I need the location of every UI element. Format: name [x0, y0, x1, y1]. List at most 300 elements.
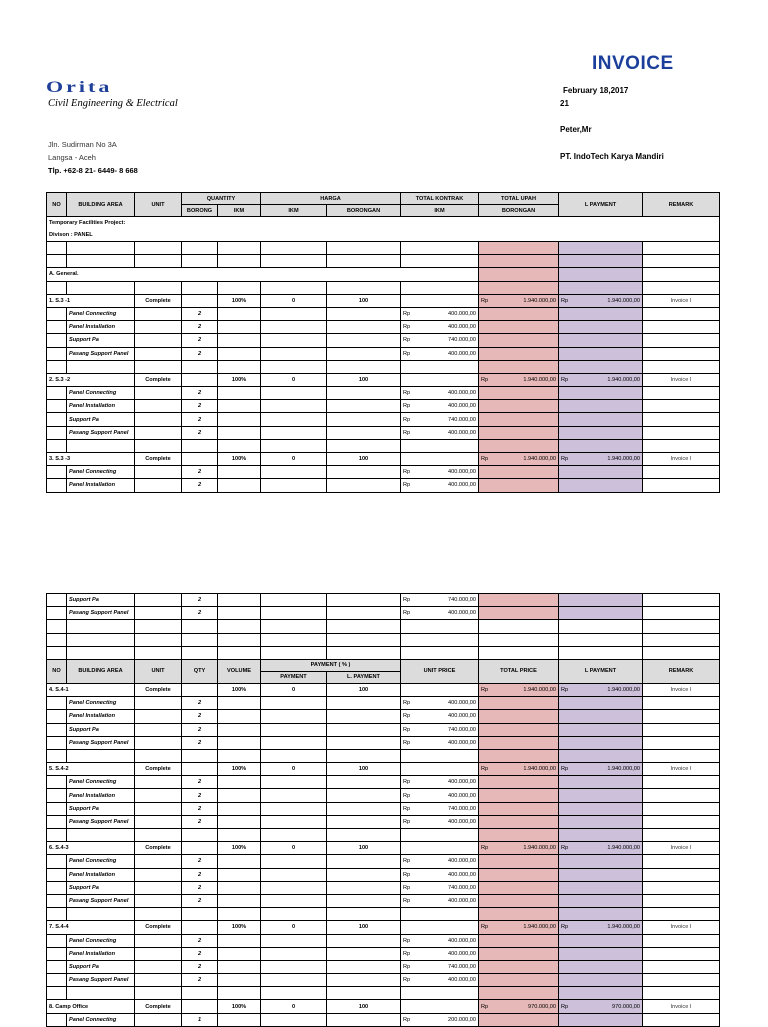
currency-label: Rp [403, 739, 411, 746]
sub-payment [261, 723, 327, 736]
amount-value: 400.000,00 [448, 713, 476, 720]
empty-cell [47, 749, 67, 762]
amount-value: 1.940.000,00 [607, 766, 640, 773]
empty-cell [47, 646, 67, 659]
currency-label: Rp [403, 482, 411, 489]
empty-cell [643, 710, 720, 723]
empty-cell [182, 255, 218, 268]
item-remark: Invoice I [643, 453, 720, 466]
table-row [47, 802, 720, 815]
sub-payment [261, 960, 327, 973]
header2-payment: PAYMENT ( % ) [261, 659, 401, 671]
empty-cell [559, 281, 643, 294]
sub-payment [261, 947, 327, 960]
item-unit: Complete [135, 683, 182, 696]
header2-remark: REMARK [643, 659, 720, 683]
currency-label: Rp [403, 337, 411, 344]
table-row [47, 829, 720, 842]
table-row [47, 960, 720, 973]
sub-qty: 2 [182, 334, 218, 347]
item-remark: Invoice I [643, 1000, 720, 1013]
empty-cell [327, 829, 401, 842]
empty-cell [559, 776, 643, 789]
sub-unit [135, 607, 182, 620]
empty-cell [327, 255, 401, 268]
sub-l-payment-pct [327, 413, 401, 426]
currency-label: Rp [403, 429, 411, 436]
empty-cell [261, 281, 327, 294]
empty-cell [135, 242, 182, 255]
sub-qty: 2 [182, 881, 218, 894]
sub-volume [218, 960, 261, 973]
item-remark: Invoice I [643, 921, 720, 934]
currency-label: Rp [561, 456, 569, 463]
empty-cell [261, 908, 327, 921]
empty-cell [559, 620, 643, 633]
empty-cell [479, 400, 559, 413]
empty-cell [47, 360, 67, 373]
empty-cell [559, 255, 643, 268]
empty-cell [261, 360, 327, 373]
item-unit-price [401, 921, 479, 934]
empty-cell [327, 908, 401, 921]
sub-qty: 2 [182, 815, 218, 828]
empty-cell [182, 242, 218, 255]
table-row [47, 242, 720, 255]
amount-value: 400.000,00 [448, 739, 476, 746]
empty-cell [479, 894, 559, 907]
header-no: NO [47, 193, 67, 217]
header2-l-payment-sub: L. PAYMENT [327, 671, 401, 683]
empty-cell [559, 855, 643, 868]
amount-value: 740.000,00 [448, 963, 476, 970]
header2-no: NO [47, 659, 67, 683]
item-volume: 100% [218, 1000, 261, 1013]
sub-unit-price [401, 802, 479, 815]
empty-cell [218, 749, 261, 762]
invoice-title: INVOICE [592, 53, 674, 74]
empty-cell [559, 334, 643, 347]
table-row [47, 974, 720, 987]
invoice-number: 21 [560, 99, 569, 108]
currency-label: Rp [403, 700, 411, 707]
empty-cell [559, 307, 643, 320]
empty-cell [218, 633, 261, 646]
amount-value: 400.000,00 [448, 403, 477, 410]
sub-volume [218, 347, 261, 360]
item-payment: 0 [261, 294, 327, 307]
header-total-kontrak-ikm: IKM [401, 205, 479, 217]
item-total-price [479, 1000, 559, 1013]
empty-cell [643, 413, 720, 426]
empty-cell [559, 426, 643, 439]
currency-label: Rp [403, 726, 411, 733]
sub-no [47, 321, 67, 334]
sub-l-payment-pct [327, 934, 401, 947]
sub-volume [218, 321, 261, 334]
table-row [47, 881, 720, 894]
header2-volume: VOLUME [218, 659, 261, 683]
table-row [47, 723, 720, 736]
empty-cell [643, 974, 720, 987]
empty-cell [261, 646, 327, 659]
sub-no [47, 413, 67, 426]
item-payment: 0 [261, 842, 327, 855]
empty-cell [67, 829, 135, 842]
currency-label: Rp [561, 766, 569, 773]
sub-unit [135, 710, 182, 723]
empty-cell [479, 789, 559, 802]
sub-payment [261, 855, 327, 868]
empty-cell [261, 829, 327, 842]
item-unit-price [401, 373, 479, 386]
sub-unit [135, 697, 182, 710]
sub-l-payment-pct [327, 815, 401, 828]
empty-cell [479, 607, 559, 620]
amount-value: 1.940.000,00 [523, 376, 557, 383]
item-volume: 100% [218, 373, 261, 386]
sub-unit [135, 974, 182, 987]
amount-value: 400.000,00 [448, 429, 477, 436]
sub-no [47, 736, 67, 749]
sub-no [47, 466, 67, 479]
empty-cell [559, 710, 643, 723]
sub-volume [218, 802, 261, 815]
sub-item-name: Panel Connecting [67, 697, 135, 710]
amount-value: 740.000,00 [448, 597, 476, 604]
sub-item-name: Panel Connecting [67, 466, 135, 479]
sub-l-payment-pct [327, 400, 401, 413]
sub-no [47, 723, 67, 736]
sub-unit-price [401, 413, 479, 426]
empty-cell [218, 829, 261, 842]
empty-cell [479, 697, 559, 710]
table-row [47, 268, 720, 281]
sub-unit [135, 594, 182, 607]
item-no-area: 5. S.4-2 [47, 763, 135, 776]
amount-value: 1.940.000,00 [607, 845, 640, 852]
sub-payment [261, 868, 327, 881]
item-total-price [479, 683, 559, 696]
amount-value: 400.000,00 [448, 779, 476, 786]
header2-qty: QTY [182, 659, 218, 683]
empty-cell [479, 307, 559, 320]
sub-volume [218, 594, 261, 607]
empty-cell [643, 829, 720, 842]
sub-no [47, 307, 67, 320]
table-row [47, 947, 720, 960]
empty-cell [135, 749, 182, 762]
empty-cell [479, 321, 559, 334]
item-no-area: 3. S.3 -3 [47, 453, 135, 466]
sub-unit [135, 387, 182, 400]
sub-unit-price [401, 855, 479, 868]
sub-unit [135, 1013, 182, 1026]
empty-cell [479, 908, 559, 921]
table-row [47, 894, 720, 907]
sub-qty: 2 [182, 934, 218, 947]
sub-unit-price [401, 607, 479, 620]
empty-cell [135, 908, 182, 921]
empty-cell [479, 974, 559, 987]
item-l-payment-pct: 100 [327, 921, 401, 934]
amount-value: 1.940.000,00 [607, 924, 640, 931]
sub-unit [135, 736, 182, 749]
empty-cell [643, 321, 720, 334]
sub-volume [218, 947, 261, 960]
invoice-date: February 18,2017 [563, 86, 629, 95]
sub-qty: 2 [182, 776, 218, 789]
header-borong: BORONG [182, 205, 218, 217]
empty-cell [479, 776, 559, 789]
item-l-payment-pct: 100 [327, 373, 401, 386]
empty-cell [401, 633, 479, 646]
table-row [47, 736, 720, 749]
empty-cell [479, 594, 559, 607]
table-row [47, 373, 720, 386]
currency-label: Rp [481, 297, 489, 304]
sub-no [47, 974, 67, 987]
currency-label: Rp [403, 403, 411, 410]
empty-cell [559, 439, 643, 452]
sub-unit [135, 426, 182, 439]
sub-l-payment-pct [327, 974, 401, 987]
empty-cell [643, 307, 720, 320]
sub-l-payment-pct [327, 426, 401, 439]
header2-building-area: BUILDING AREA [67, 659, 135, 683]
sub-qty: 2 [182, 736, 218, 749]
sub-payment [261, 400, 327, 413]
empty-cell [67, 439, 135, 452]
empty-cell [401, 281, 479, 294]
empty-cell [67, 242, 135, 255]
section-label: A. General. [47, 268, 479, 281]
sub-no [47, 710, 67, 723]
empty-cell [47, 242, 67, 255]
empty-cell [559, 1013, 643, 1026]
empty-cell [327, 633, 401, 646]
header-total-kontrak: TOTAL KONTRAK [401, 193, 479, 205]
sub-l-payment-pct [327, 710, 401, 723]
empty-cell [261, 987, 327, 1000]
sub-l-payment-pct [327, 776, 401, 789]
item-payment: 0 [261, 763, 327, 776]
amount-value: 1.940.000,00 [607, 687, 640, 694]
amount-value: 740.000,00 [448, 416, 477, 423]
table-row [47, 426, 720, 439]
empty-cell [559, 868, 643, 881]
sub-l-payment-pct [327, 697, 401, 710]
sub-unit [135, 894, 182, 907]
sub-unit-price [401, 960, 479, 973]
empty-cell [479, 347, 559, 360]
sub-volume [218, 387, 261, 400]
currency-label: Rp [403, 963, 411, 970]
sub-payment [261, 321, 327, 334]
item-unit-price [401, 1000, 479, 1013]
empty-cell [479, 281, 559, 294]
empty-cell [479, 829, 559, 842]
currency-label: Rp [561, 845, 569, 852]
empty-cell [401, 829, 479, 842]
sub-volume [218, 789, 261, 802]
empty-cell [559, 894, 643, 907]
empty-cell [559, 815, 643, 828]
sub-no [47, 426, 67, 439]
item-l-payment-pct: 100 [327, 453, 401, 466]
item-no-area: 4. S.4-1 [47, 683, 135, 696]
table-row [47, 749, 720, 762]
sub-volume [218, 723, 261, 736]
table-row [47, 855, 720, 868]
sub-no [47, 594, 67, 607]
header-total-upah-borongan: BORONGAN [479, 205, 559, 217]
table-row [47, 321, 720, 334]
item-l-payment-pct: 100 [327, 683, 401, 696]
item-volume: 100% [218, 763, 261, 776]
sub-item-name: Support Pa [67, 413, 135, 426]
sub-item-name: Panel Installation [67, 710, 135, 723]
empty-cell [643, 242, 720, 255]
sub-payment [261, 413, 327, 426]
sub-item-name: Support Pa [67, 594, 135, 607]
item-remark: Invoice I [643, 763, 720, 776]
sub-item-name: Panel Connecting [67, 1013, 135, 1026]
empty-cell [218, 242, 261, 255]
amount-value: 400.000,00 [448, 871, 476, 878]
empty-cell [479, 620, 559, 633]
currency-label: Rp [481, 376, 489, 383]
empty-cell [261, 633, 327, 646]
sub-item-name: Panel Installation [67, 321, 135, 334]
currency-label: Rp [403, 597, 411, 604]
item-payment: 0 [261, 683, 327, 696]
empty-cell [559, 829, 643, 842]
sub-volume [218, 868, 261, 881]
sub-item-name: Pasang Support Panel [67, 347, 135, 360]
empty-cell [479, 710, 559, 723]
empty-cell [135, 633, 182, 646]
empty-cell [67, 620, 135, 633]
sub-payment [261, 802, 327, 815]
sub-volume [218, 466, 261, 479]
empty-cell [643, 855, 720, 868]
empty-cell [643, 947, 720, 960]
sub-item-name: Panel Connecting [67, 776, 135, 789]
table-row [47, 1000, 720, 1013]
empty-cell [135, 281, 182, 294]
sub-no [47, 607, 67, 620]
item-remark: Invoice I [643, 294, 720, 307]
sub-unit [135, 802, 182, 815]
empty-cell [559, 594, 643, 607]
sub-qty: 2 [182, 347, 218, 360]
currency-label: Rp [403, 977, 411, 984]
currency-label: Rp [403, 469, 411, 476]
amount-value: 970.000,00 [612, 1003, 640, 1010]
sub-no [47, 960, 67, 973]
amount-value: 400.000,00 [448, 898, 476, 905]
sub-volume [218, 776, 261, 789]
sub-l-payment-pct [327, 894, 401, 907]
sub-no [47, 347, 67, 360]
table-row [47, 815, 720, 828]
table-row [47, 294, 720, 307]
sub-payment [261, 934, 327, 947]
sub-unit-price [401, 1013, 479, 1026]
empty-cell [559, 974, 643, 987]
amount-value: 740.000,00 [448, 884, 476, 891]
empty-cell [218, 255, 261, 268]
sub-no [47, 387, 67, 400]
empty-cell [327, 242, 401, 255]
currency-label: Rp [403, 805, 411, 812]
sub-volume [218, 815, 261, 828]
item-l-payment-pct: 100 [327, 763, 401, 776]
sub-unit-price [401, 479, 479, 492]
sub-payment [261, 881, 327, 894]
item-no-area: 8. Camp Office [47, 1000, 135, 1013]
empty-cell [401, 749, 479, 762]
sub-unit-price [401, 815, 479, 828]
empty-cell [67, 360, 135, 373]
table-row [47, 453, 720, 466]
empty-cell [559, 387, 643, 400]
amount-value: 400.000,00 [448, 818, 476, 825]
sub-item-name: Support Pa [67, 960, 135, 973]
empty-cell [182, 281, 218, 294]
sub-l-payment-pct [327, 802, 401, 815]
header2-unit: UNIT [135, 659, 182, 683]
empty-cell [47, 255, 67, 268]
header-qty-ikm: IKM [218, 205, 261, 217]
sub-qty: 2 [182, 697, 218, 710]
empty-cell [401, 908, 479, 921]
amount-value: 400.000,00 [448, 792, 476, 799]
empty-cell [479, 947, 559, 960]
sub-unit-price [401, 334, 479, 347]
empty-cell [401, 439, 479, 452]
empty-cell [67, 749, 135, 762]
header2-payment-sub: PAYMENT [261, 671, 327, 683]
currency-label: Rp [403, 713, 411, 720]
empty-cell [47, 908, 67, 921]
empty-cell [47, 439, 67, 452]
sub-volume [218, 855, 261, 868]
empty-cell [479, 960, 559, 973]
sub-unit [135, 307, 182, 320]
amount-value: 400.000,00 [448, 350, 477, 357]
sub-no [47, 881, 67, 894]
currency-label: Rp [403, 610, 411, 617]
item-l-payment-pct: 100 [327, 1000, 401, 1013]
header2-total-price: TOTAL PRICE [479, 659, 559, 683]
empty-cell [401, 360, 479, 373]
empty-cell [327, 620, 401, 633]
sub-l-payment-pct [327, 466, 401, 479]
currency-label: Rp [403, 416, 411, 423]
amount-value: 400.000,00 [448, 390, 477, 397]
empty-cell [559, 908, 643, 921]
item-no-area: 1. S.3 -1 [47, 294, 135, 307]
item-l-payment [559, 921, 643, 934]
sub-payment [261, 347, 327, 360]
empty-cell [643, 620, 720, 633]
company-phone: Tlp. +62-8 21- 6449- 8 668 [48, 166, 138, 175]
sub-no [47, 947, 67, 960]
empty-cell [327, 281, 401, 294]
sub-qty: 2 [182, 789, 218, 802]
